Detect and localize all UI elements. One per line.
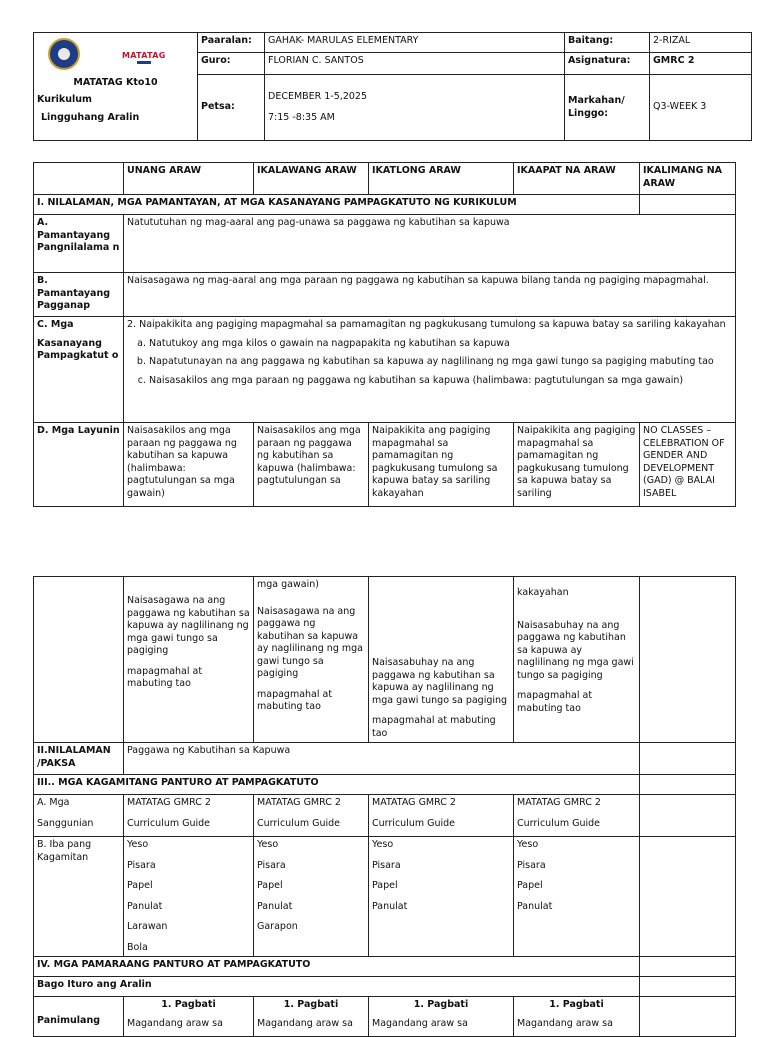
magandang-day-1: Magandang araw sa <box>127 1017 223 1029</box>
layunin-cont-day-2-top: mga gawain) <box>257 579 319 590</box>
mat-day-2-item: Panulat <box>257 900 293 912</box>
kagamitan-label: B. Iba pang Kagamitan <box>34 837 124 957</box>
petsa-date: DECEMBER 1-5,2025 <box>268 91 368 102</box>
layunin-cont-day-4-tail: mapagmahal at mabuting tao <box>517 690 593 714</box>
pamantayang-pagganap-label: B. Pamantayang Pagganap <box>34 273 124 317</box>
ref-day-2-line1: MATATAG GMRC 2 <box>257 797 341 808</box>
guro-value: FLORIAN C. SANTOS <box>265 53 565 75</box>
lesson-table-page1 <box>33 162 736 507</box>
mat-day-2-item: Pisara <box>257 859 286 871</box>
section-4-title: IV. MGA PAMARAANG PANTURO AT PAMPAGKATUTO <box>34 957 640 977</box>
header-title-line1: MATATAG Kto10 <box>73 77 158 88</box>
mat-day-3-item: Papel <box>372 880 398 891</box>
paaralan-value: GAHAK- MARULAS ELEMENTARY <box>265 33 565 53</box>
kasanayang-label-2: Kasanayang Pampagkatut o <box>37 337 119 361</box>
section-3-title: III.. MGA KAGAMITANG PANTURO AT PAMPAGKATUTO <box>34 775 640 795</box>
pamantayang-pagganap-text: Naisasagawa ng mag-aaral ang mga paraan ng paggawa ng kabutihan sa kapuwa bilang tanda ng pagiging mapagmahal. <box>124 273 736 317</box>
mat-day-4-item: Panulat <box>517 900 553 912</box>
mat-day-2-item: Garapon <box>257 921 298 932</box>
nilalaman-text: Paggawa ng Kabutihan sa Kapuwa <box>124 743 640 775</box>
mat-day-3-item: Yeso <box>372 839 394 850</box>
paaralan-label: Paaralan: <box>198 33 265 53</box>
mat-day-1-item: Panulat <box>127 900 163 912</box>
matatag-logo-underline <box>137 61 151 64</box>
ref-day-4-line1: MATATAG GMRC 2 <box>517 797 601 808</box>
mat-day-1-item: Pisara <box>127 859 156 871</box>
layunin-label: D. Mga Layunin <box>34 423 124 507</box>
guro-label: Guro: <box>198 53 265 75</box>
layunin-day-4: Naipakikita ang pagiging mapagmahal sa pamamagitan ng pagkukusang tumulong sa kapuwa batay sa sariling <box>514 423 640 507</box>
bago-ituro-label: Bago Ituro ang Aralin <box>34 977 640 997</box>
day-1-header: UNANG ARAW <box>124 163 254 195</box>
baitang-label: Baitang: <box>565 33 650 53</box>
mat-day-1-item: Bola <box>127 941 148 953</box>
day-2-header: IKALAWANG ARAW <box>254 163 369 195</box>
header-logo-cell <box>34 33 198 141</box>
header-title-line2: Kurikulum <box>37 93 92 105</box>
panimulang-label: Panimulang <box>34 997 124 1037</box>
asignatura-label: Asignatura: <box>565 53 650 75</box>
ref-day-3-line1: MATATAG GMRC 2 <box>372 797 456 808</box>
sanggunian-label-2: Sanggunian <box>37 817 94 829</box>
petsa-time: 7:15 -8:35 AM <box>268 111 335 123</box>
magandang-day-3: Magandang araw sa <box>372 1017 468 1029</box>
pagbati-day-3: 1. Pagbati <box>413 999 469 1010</box>
mat-day-3-item: Panulat <box>372 900 408 912</box>
header-title-line3: Lingguhang Aralin <box>41 112 140 123</box>
markahan-value: Q3-WEEK 3 <box>650 75 752 141</box>
mat-day-4-item: Yeso <box>517 839 539 850</box>
mat-day-2-item: Papel <box>257 880 283 891</box>
ref-day-3-line2: Curriculum Guide <box>372 817 456 829</box>
baitang-value: 2-RIZAL <box>650 33 752 53</box>
section-1-title: I. NILALAMAN, MGA PAMANTAYAN, AT MGA KASANAYANG PAMPAGKATUTO NG KURIKULUM <box>34 195 640 215</box>
layunin-cont-day-3-main: Naisasabuhay na ang paggawa ng kabutihan sa kapuwa ay naglilinang ng mga gawi tungo sa pagiging <box>372 657 508 706</box>
layunin-day-3: Naipakikita ang pagiging mapagmahal sa pamamagitan ng pagkukusang tumulong sa kapuwa batay sa sariling kakayahan <box>369 423 514 507</box>
ref-day-1-line2: Curriculum Guide <box>127 817 211 829</box>
mat-day-1-item: Yeso <box>127 839 149 850</box>
layunin-cont-day-4-top: kakayahan <box>517 587 569 598</box>
layunin-day-2: Naisasakilos ang mga paraan ng paggawa ng kabutihan sa kapuwa (halimbawa: pagtutulungan sa <box>254 423 369 507</box>
kasanayang-intro: 2. Naipakikita ang pagiging mapagmahal sa pamamagitan ng pagkukusang tumulong sa kapuwa batay sa sariling kakayahan <box>127 319 726 330</box>
mat-day-3-item: Pisara <box>372 859 401 871</box>
petsa-label: Petsa: <box>198 75 265 141</box>
pagbati-day-4: 1. Pagbati <box>549 999 604 1010</box>
markahan-label-2: Linggo: <box>568 107 608 119</box>
mat-day-4-item: Pisara <box>517 859 546 871</box>
matatag-logo: MATATAG <box>122 51 166 60</box>
layunin-day-5: NO CLASSES – CELEBRATION OF GENDER AND DEVELOPMENT (GAD) @ BALAI ISABEL <box>640 423 736 507</box>
kasanayang-item-a: a. Natutukoy ang mga kilos o gawain na nagpapakita ng kabutihan sa kapuwa <box>149 338 732 351</box>
pamantayang-pangnilalaman-text: Natututuhan ng mag-aaral ang pag-unawa sa paggawa ng kabutihan sa kapuwa <box>124 215 736 273</box>
pagbati-day-2: 1. Pagbati <box>283 999 339 1010</box>
ref-day-1-line1: MATATAG GMRC 2 <box>127 797 211 808</box>
deped-seal-icon <box>48 38 80 70</box>
magandang-day-2: Magandang araw sa <box>257 1017 353 1029</box>
mat-day-2-item: Yeso <box>257 839 279 850</box>
layunin-cont-day-1-main: Naisasagawa na ang paggawa ng kabutihan sa kapuwa ay naglilinang ng mga gawi tungo sa pagiging <box>127 595 250 656</box>
markahan-label-1: Markahan/ <box>568 95 625 106</box>
day-4-header: IKAAPAT NA ARAW <box>514 163 640 195</box>
day-5-header: IKALIMANG NA ARAW <box>640 163 736 195</box>
mat-day-1-item: Larawan <box>127 921 168 932</box>
day-3-header: IKATLONG ARAW <box>369 163 514 195</box>
magandang-day-4: Magandang araw sa <box>517 1017 613 1029</box>
kasanayang-item-c: c. Naisasakilos ang mga paraan ng paggawa ng kabutihan sa kapuwa (halimbawa: pagtutulungan sa mga gawain) <box>149 375 732 388</box>
layunin-cont-day-1-tail: mapagmahal at mabuting tao <box>127 665 203 689</box>
ref-day-2-line2: Curriculum Guide <box>257 817 341 829</box>
lesson-table-page2 <box>33 576 736 1037</box>
nilalaman-label: II.NILALAMAN /PAKSA <box>34 743 124 775</box>
mat-day-1-item: Papel <box>127 880 153 891</box>
asignatura-value: GMRC 2 <box>650 53 752 75</box>
mat-day-4-item: Papel <box>517 880 543 891</box>
pagbati-day-1: 1. Pagbati <box>161 999 216 1010</box>
layunin-day-1: Naisasakilos ang mga paraan ng paggawa ng kabutihan sa kapuwa (halimbawa: pagtutulungan sa mga gawain) <box>124 423 254 507</box>
layunin-cont-day-2-tail: mapagmahal at mabuting tao <box>257 688 333 712</box>
pamantayang-pangnilalaman-label: A. Pamantayang Pangnilalama n <box>34 215 124 273</box>
kasanayang-label-1: C. Mga <box>37 319 74 330</box>
layunin-cont-day-3-tail: mapagmahal at mabuting tao <box>372 715 496 739</box>
ref-day-4-line2: Curriculum Guide <box>517 817 601 829</box>
kasanayang-item-b: b. Napatutunayan na ang paggawa ng kabutihan sa kapuwa ay naglilinang ng mga gawi tungo sa pagiging mabuting tao <box>149 356 732 369</box>
layunin-cont-day-2-main: Naisasagawa na ang paggawa ng kabutihan sa kapuwa ay naglilinang ng mga gawi tungo sa pagiging <box>257 605 363 679</box>
layunin-cont-day-4-main: Naisasabuhay na ang paggawa ng kabutihan sa kapuwa ay naglilinang ng mga gawi tungo sa pagiging <box>517 619 634 681</box>
header-table <box>33 32 752 141</box>
sanggunian-label-1: A. Mga <box>37 797 70 808</box>
